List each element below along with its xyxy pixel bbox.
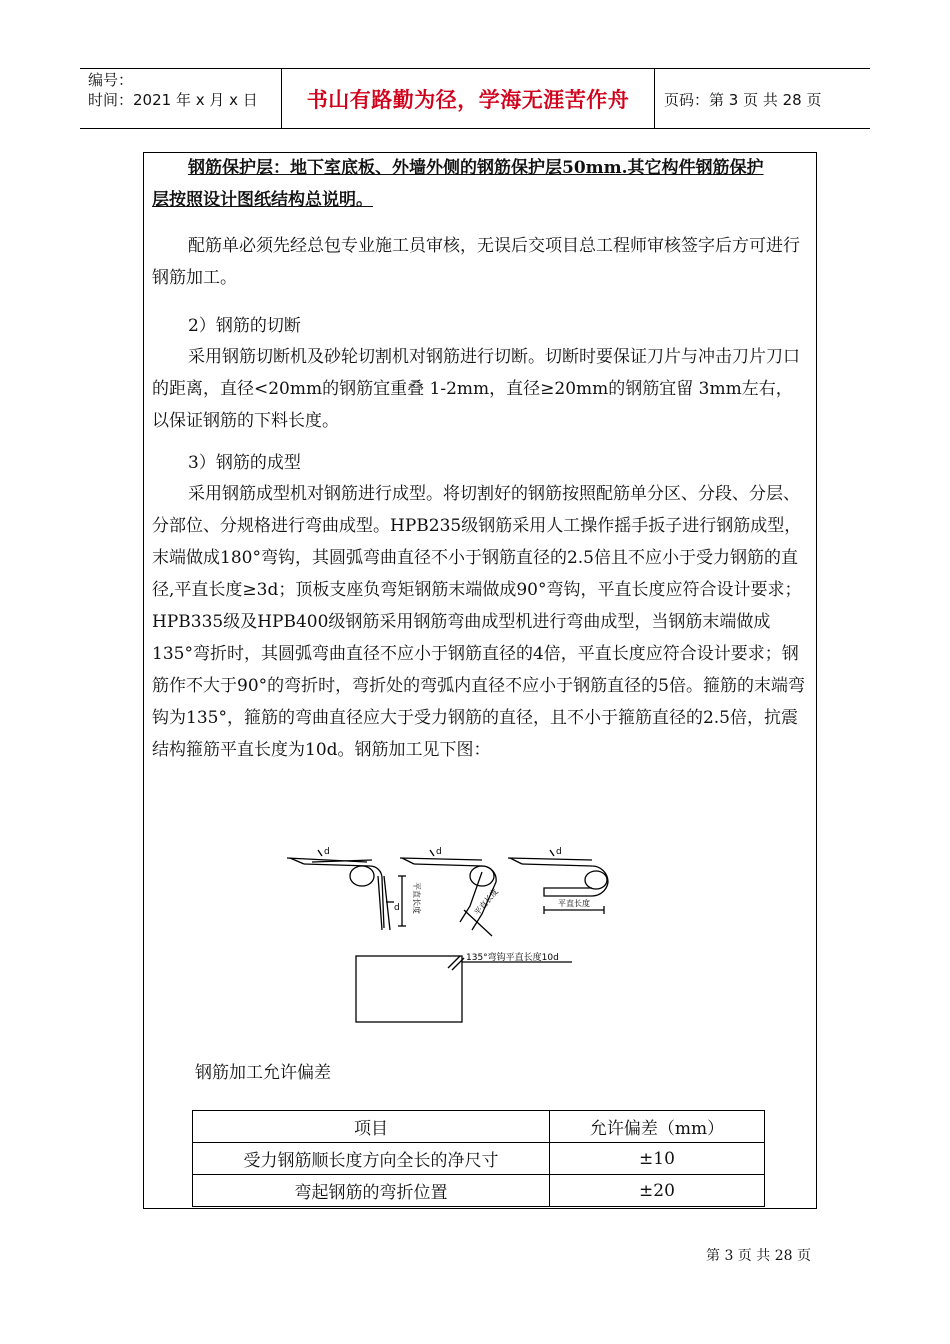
row-item: 弯起钢筋的弯折位置 xyxy=(193,1175,550,1207)
header-divider-right xyxy=(654,68,655,129)
form-heading: 3）钢筋的成型 xyxy=(188,453,301,473)
form-paragraph: 采用钢筋成型机对钢筋进行成型。将切割好的钢筋按照配筋单分区、分段、分层、分部位、分规格进行弯曲成型。HPB235级钢筋采用人工操作摇手扳子进行钢筋成型，末端做成180°弯钩，其圆弧弯曲直径不小于钢筋直径的2.5倍且不应小于受力钢筋的直径,平直长度≥3d；顶板支座负弯矩钢筋末端做成90°弯钩，平直长度应符合设计要求；HPB335级及HPB400级钢筋采用钢筋弯曲成型机进行弯曲成型，当钢筋末端做成135°弯折时，其圆弧弯曲直径不应小于钢筋直径的4倍，平直长度应符合设计要求；钢筋作不大于90°的弯折时，弯折处的弯弧内直径不应小于钢筋直径的5倍。箍筋的末端弯钩为135°，箍筋的弯曲直径应大于受力钢筋的直径，且不小于箍筋直径的2.5倍，抗震结构箍筋平直长度为10d。钢筋加工见下图： xyxy=(152,484,805,760)
drawing-label-d-2: d xyxy=(436,847,442,857)
tolerance-title: 钢筋加工允许偏差 xyxy=(195,1063,331,1083)
table-header-row xyxy=(193,1111,765,1143)
cover-line-1: 钢筋保护层：地下室底板、外墙外侧的钢筋保护层50mm.其它构件钢筋保护 xyxy=(188,158,764,178)
row-tolerance: ±10 xyxy=(550,1143,765,1175)
header-motto: 书山有路勤为径，学海无涯苦作舟 xyxy=(306,88,630,112)
cover-line-2: 层按照设计图纸结构总说明。 xyxy=(152,190,373,210)
rebar-bending-drawing xyxy=(282,836,622,1032)
footer-page-number: 第 3 页 共 28 页 xyxy=(706,1248,811,1264)
header-item: 项目 xyxy=(193,1111,550,1143)
cut-paragraph: 采用钢筋切断机及砂轮切割机对钢筋进行切断。切断时要保证刀片与冲击刀片刀口的距离，直径<20mm的钢筋宜重叠 1-2mm，直径≥20mm的钢筋宜留 3mm左右，以保证钢筋的下料长度。 xyxy=(152,347,800,431)
rebar-list-paragraph: 配筋单必须先经总包专业施工员审核，无误后交项目总工程师审核签字后方可进行钢筋加工。 xyxy=(152,236,800,288)
table-row xyxy=(193,1175,765,1207)
document-time: 时间：2021 年 x 月 x 日 xyxy=(88,91,258,109)
drawing-label-d-1: d xyxy=(324,847,330,857)
cut-heading: 2）钢筋的切断 xyxy=(188,316,301,336)
header-page-number: 页码：第 3 页 共 28 页 xyxy=(664,91,822,109)
header-tolerance: 允许偏差（mm） xyxy=(550,1111,765,1143)
drawing-label-straight-2: 平直长度 xyxy=(472,886,501,918)
drawing-label-d-4: d xyxy=(394,903,400,913)
document-number: 编号： xyxy=(88,71,134,89)
drawing-label-d-3: d xyxy=(556,847,562,857)
cover-paragraph xyxy=(152,152,808,216)
header-bottom-rule xyxy=(80,128,870,129)
table-row xyxy=(193,1143,765,1175)
drawing-label-straight-1: 平直长度 xyxy=(412,882,421,914)
header-top-rule xyxy=(80,68,870,69)
row-tolerance: ±20 xyxy=(550,1175,765,1207)
tolerance-table xyxy=(192,1110,765,1207)
drawing-label-straight-3: 平直长度 xyxy=(558,899,590,908)
row-item: 受力钢筋顺长度方向全长的净尺寸 xyxy=(193,1143,550,1175)
drawing-label-stirrup: 135°弯钩平直长度10d xyxy=(466,953,559,963)
header-meta xyxy=(88,70,258,110)
